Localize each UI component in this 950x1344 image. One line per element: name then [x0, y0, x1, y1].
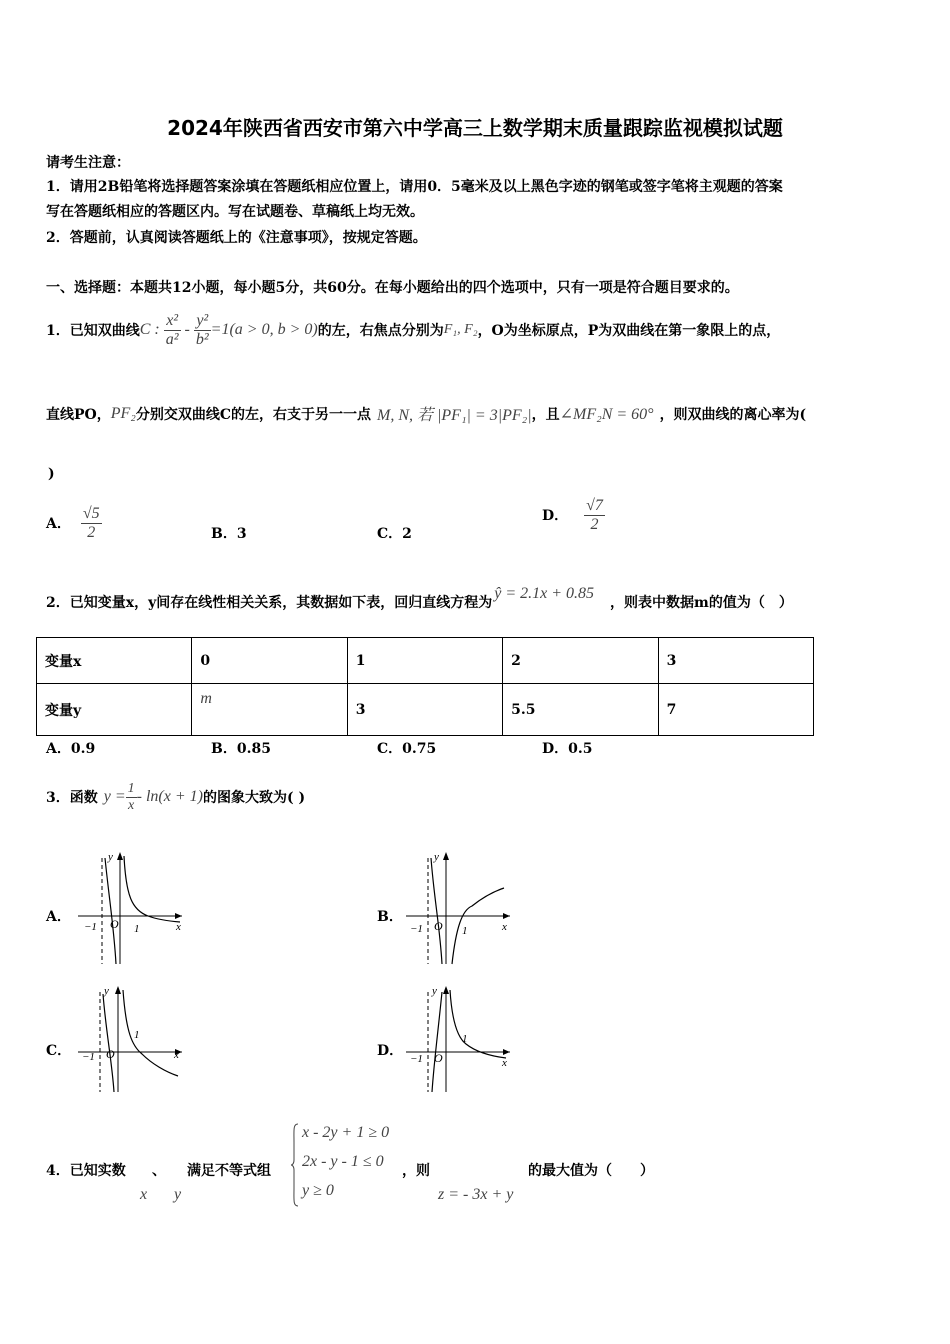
x-axis-arrow-icon	[503, 913, 510, 919]
x-label: x	[502, 921, 507, 933]
q1-angle: ∠MF₂N = 60°	[559, 405, 654, 423]
x-label: x	[502, 1057, 507, 1069]
q1-foci: F₁, F₂	[443, 322, 478, 337]
q1-minus: -	[184, 321, 190, 338]
origin-label: O	[434, 919, 443, 933]
q1-mn: M, N, 若 |PF₁| = 3|PF₂|	[377, 407, 532, 424]
q3-eq-left: y =	[103, 788, 126, 805]
table-cell: 3	[658, 638, 813, 684]
notice-heading: 请考生注意：	[46, 155, 130, 171]
origin-label: O	[106, 1047, 115, 1061]
q1-frac-a: $\frac{\text{x²}}{\text{a²}}$	[165, 311, 179, 348]
table-cell: 5.5	[503, 684, 658, 736]
curve-left	[432, 992, 442, 1092]
q4-var-y: y	[174, 1186, 182, 1203]
q2-option-b[interactable]: B．0.85	[211, 741, 271, 757]
table-row	[37, 638, 814, 684]
q3-option-d-label[interactable]: D．	[377, 1043, 404, 1059]
q4-mid: 满足不等式组	[187, 1163, 271, 1179]
q1-option-a-frac: $\frac{√5}{2}$	[82, 505, 100, 541]
table-cell: 3	[347, 684, 502, 736]
one-label: 1	[134, 1029, 140, 1041]
q1-curve: C :	[139, 321, 160, 338]
q4-ineq-2: 2x - y - 1 ≤ 0	[302, 1153, 384, 1170]
one-label: 1	[462, 925, 468, 937]
q3-frac: $\frac{1}{x}$	[127, 781, 135, 813]
table-cell: 变量y	[37, 684, 192, 736]
y-axis-arrow-icon	[117, 852, 123, 860]
q1-condition: =1(a > 0, b > 0)	[210, 321, 318, 338]
q3-graph-a[interactable]	[78, 848, 188, 966]
q1-option-c[interactable]: C．2	[377, 526, 412, 542]
q2-data-table	[36, 637, 814, 736]
q4-brace-icon	[290, 1122, 300, 1208]
q1-pf2: PF₂	[110, 404, 136, 422]
origin-label: O	[434, 1051, 443, 1065]
q4-suffix: 的最大值为（ ）	[528, 1163, 654, 1179]
q3-suffix: 的图象大致为( )	[202, 790, 306, 806]
q2-option-c[interactable]: C．0.75	[377, 741, 437, 757]
table-row	[37, 684, 814, 736]
q3-graph-b[interactable]	[406, 848, 516, 966]
question-3-stem	[46, 772, 305, 822]
origin-label: O	[110, 917, 119, 931]
x-axis-arrow-icon	[503, 1049, 510, 1055]
q4-ineq-1: x - 2y + 1 ≥ 0	[302, 1124, 390, 1141]
x-label: x	[174, 1049, 179, 1061]
q1-option-a-label: A．	[46, 516, 71, 533]
y-axis-arrow-icon	[115, 986, 121, 994]
q1-option-b[interactable]: B．3	[211, 526, 247, 542]
q4-ineq-3: y ≥ 0	[302, 1182, 334, 1199]
table-cell: 变量x	[37, 638, 192, 684]
curve-left	[103, 994, 114, 1092]
notice-line-2: 写在答题纸相应的答题区内。写在试题卷、草稿纸上均无效。	[46, 204, 424, 220]
q2-prefix: 2．已知变量x，y间存在线性相关关系，其数据如下表，回归直线方程为	[46, 595, 493, 611]
q1-option-d-label: D．	[542, 508, 569, 525]
y-label: y	[432, 985, 437, 997]
y-label: y	[108, 851, 113, 863]
y-label: y	[104, 985, 109, 997]
q3-option-b-label[interactable]: B．	[377, 909, 403, 925]
q2-equation: ŷ = 2.1x + 0.85	[494, 585, 595, 602]
q3-eq-right: - ln(x + 1)	[136, 788, 203, 805]
y-axis-arrow-icon	[443, 852, 449, 860]
table-cell: 2	[503, 638, 658, 684]
page-title: 2024年陕西省西安市第六中学高三上数学期末质量跟踪监视模拟试题	[167, 116, 783, 140]
section-heading: 一、选择题：本题共12小题，每小题5分，共60分。在每小题给出的四个选项中，只有一项是符合题目要求的。	[46, 280, 739, 296]
table-cell: 1	[347, 638, 502, 684]
question-2-stem	[46, 582, 793, 622]
q1-line2-d: ，则双曲线的离心率为(	[659, 406, 807, 423]
table-cell: 7	[658, 684, 813, 736]
question-1-line-1	[46, 302, 780, 358]
table-cell: m	[192, 684, 347, 736]
neg1-label: −1	[82, 1051, 95, 1063]
q1-line2-c: ，且	[531, 406, 560, 423]
curve-right	[123, 990, 178, 1076]
q3-option-c-label[interactable]: C．	[46, 1043, 72, 1059]
y-axis-arrow-icon	[443, 986, 449, 994]
one-label: 1	[134, 923, 140, 935]
q2-option-a[interactable]: A．0.9	[46, 741, 96, 757]
neg1-label: −1	[84, 921, 97, 933]
neg1-label: −1	[410, 1053, 423, 1065]
one-label: 1	[462, 1033, 468, 1045]
question-1-line-2	[46, 402, 806, 425]
curve-right	[452, 888, 504, 964]
q1-prefix: 1．已知双曲线	[46, 323, 140, 339]
curve-left	[431, 858, 442, 964]
q2-option-d[interactable]: D．0.5	[542, 741, 593, 757]
notice-line-3: 2．答题前，认真阅读答题纸上的《注意事项》，按规定答题。	[46, 230, 427, 246]
curve-left	[105, 858, 116, 964]
q1-line-3: )	[48, 466, 55, 482]
curve-right	[450, 990, 506, 1058]
notice-line-1: 1．请用2B铅笔将选择题答案涂填在答题纸相应位置上，请用0．5毫米及以上黑色字迹的钢笔或签字笔将主观题的答案	[46, 179, 783, 195]
x-label: x	[176, 921, 181, 933]
x-axis-arrow-icon	[175, 913, 182, 919]
q3-prefix: 3．函数	[46, 790, 98, 806]
q1-rest: ，O为坐标原点，P为双曲线在第一象限上的点，	[477, 323, 781, 339]
q1-line2-a: 直线PO，	[46, 406, 111, 423]
q2-suffix: ，则表中数据m的值为（ ）	[610, 595, 793, 611]
neg1-label: −1	[410, 923, 423, 935]
q1-frac-b: $\frac{\text{y²}}{\text{b²}}$	[195, 311, 209, 348]
q3-graph-c[interactable]	[78, 982, 188, 1094]
q1-mid: 的左，右焦点分别为	[317, 323, 444, 339]
q3-option-a-label[interactable]: A．	[46, 909, 71, 925]
table-cell: 0	[192, 638, 347, 684]
q4-prefix: 4．已知实数	[46, 1163, 126, 1179]
q1-option-d[interactable]	[542, 497, 605, 533]
q4-var-x: x	[140, 1186, 148, 1203]
curve-right	[124, 856, 180, 922]
q3-graph-d[interactable]	[406, 982, 516, 1094]
q1-line2-b: 分别交双曲线C的左，右支于另一一点	[135, 406, 371, 423]
q1-option-a[interactable]	[46, 505, 102, 541]
q4-then: ，则	[402, 1163, 430, 1179]
q4-separator: 、	[152, 1163, 166, 1179]
q1-option-d-frac: $\frac{√7}{2}$	[586, 497, 603, 533]
y-label: y	[434, 851, 439, 863]
q4-objective: z = - 3x + y	[438, 1186, 514, 1203]
